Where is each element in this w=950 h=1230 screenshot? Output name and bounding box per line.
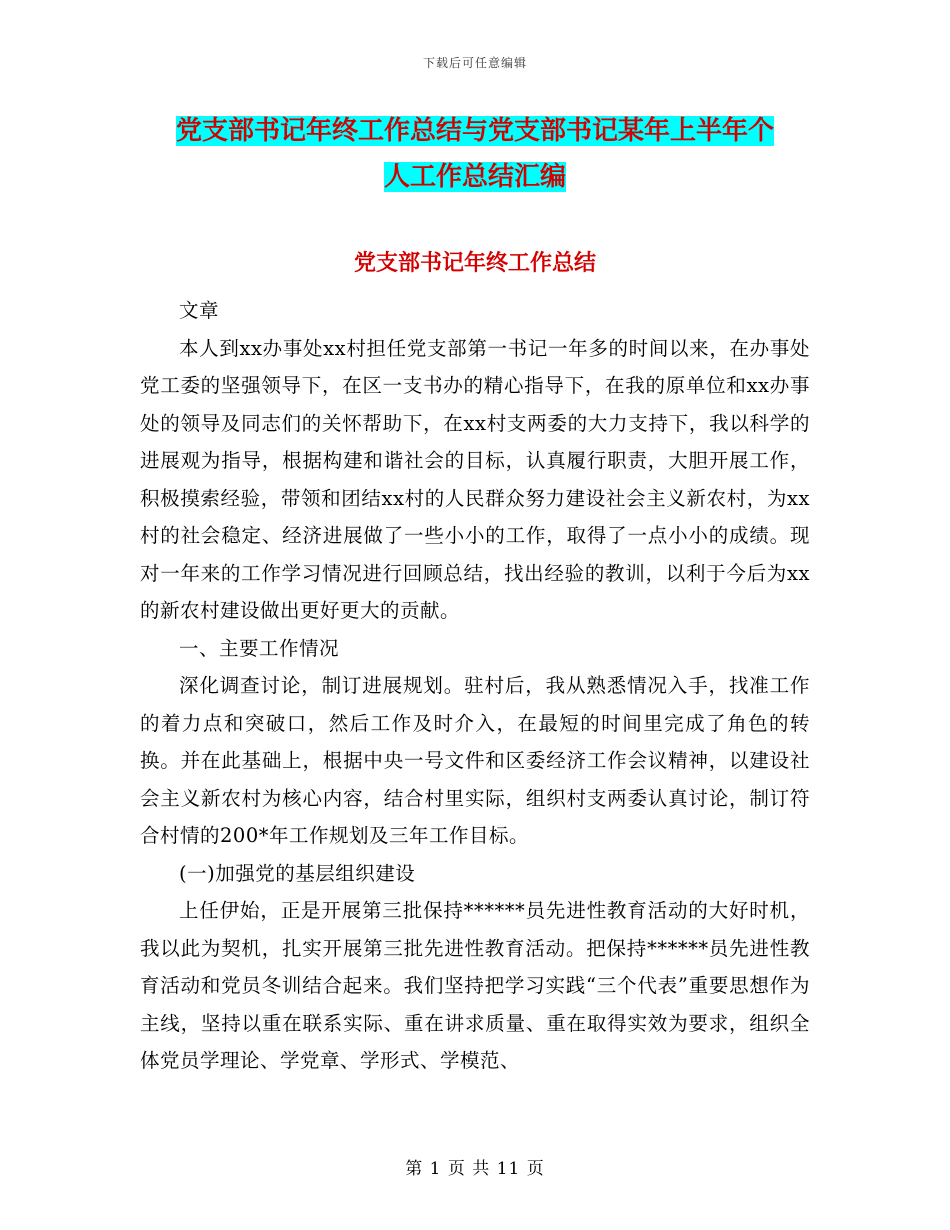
page-number: 第 1 页 共 11 页 <box>405 1159 545 1179</box>
section-title: 党支部书记年终工作总结 <box>353 251 596 276</box>
paragraph: 深化调查讨论，制订进展规划。驻村后，我从熟悉情况入手，找准工作的着力点和突破口，然后工作及时介入，在最短的时间里完成了角色的转换。并在此基础上，根据中央一号文件和区委经济工作会议精神，以建设社会主义新农村为核心内容，结合村里实际，组织村支两委认真讨论，制订符合村情的200*年工作规划及三年工作目标。 <box>140 674 810 847</box>
paragraph: 一、主要工作情况 <box>179 636 340 660</box>
document-title <box>140 108 810 200</box>
paragraph: 本人到xx办事处xx村担任党支部第一书记一年多的时间以来，在办事处党工委的坚强领导下，在区一支书办的精心指导下，在我的原单位和xx办事处的领导及同志们的关怀帮助下，在xx村支两委的大力支持下，我以科学的进展观为指导，根据构建和谐社会的目标，认真履行职责，大胆开展工作，积极摸索经验，带领和团结xx村的人民群众努力建设社会主义新农村，为xx村的社会稳定、经济进展做了一些小小的工作，取得了一点小小的成绩。现对一年来的工作学习情况进行回顾总结，找出经验的教训，以利于今后为xx的新农村建设做出更好更大的贡献。 <box>140 336 810 622</box>
document-body <box>140 292 810 1080</box>
header-note: 下载后可任意编辑 <box>422 56 527 70</box>
paragraph: (一)加强党的基层组织建设 <box>179 861 416 885</box>
document-title-line1: 党支部书记年终工作总结与党支部书记某年上半年个 <box>175 116 774 146</box>
document-title-line2: 人工作总结汇编 <box>383 162 566 192</box>
paragraph: 上任伊始，正是开展第三批保持******员先进性教育活动的大好时机，我以此为契机，扎实开展第三批先进性教育活动。把保持******员先进性教育活动和党员冬训结合起来。我们坚持把学习实践“三个代表”重要思想作为主线，坚持以重在联系实际、重在讲求质量、重在取得实效为要求，组织全体党员学理论、学党章、学形式、学模范、 <box>140 899 810 1072</box>
paragraph: 文章 <box>179 299 220 322</box>
